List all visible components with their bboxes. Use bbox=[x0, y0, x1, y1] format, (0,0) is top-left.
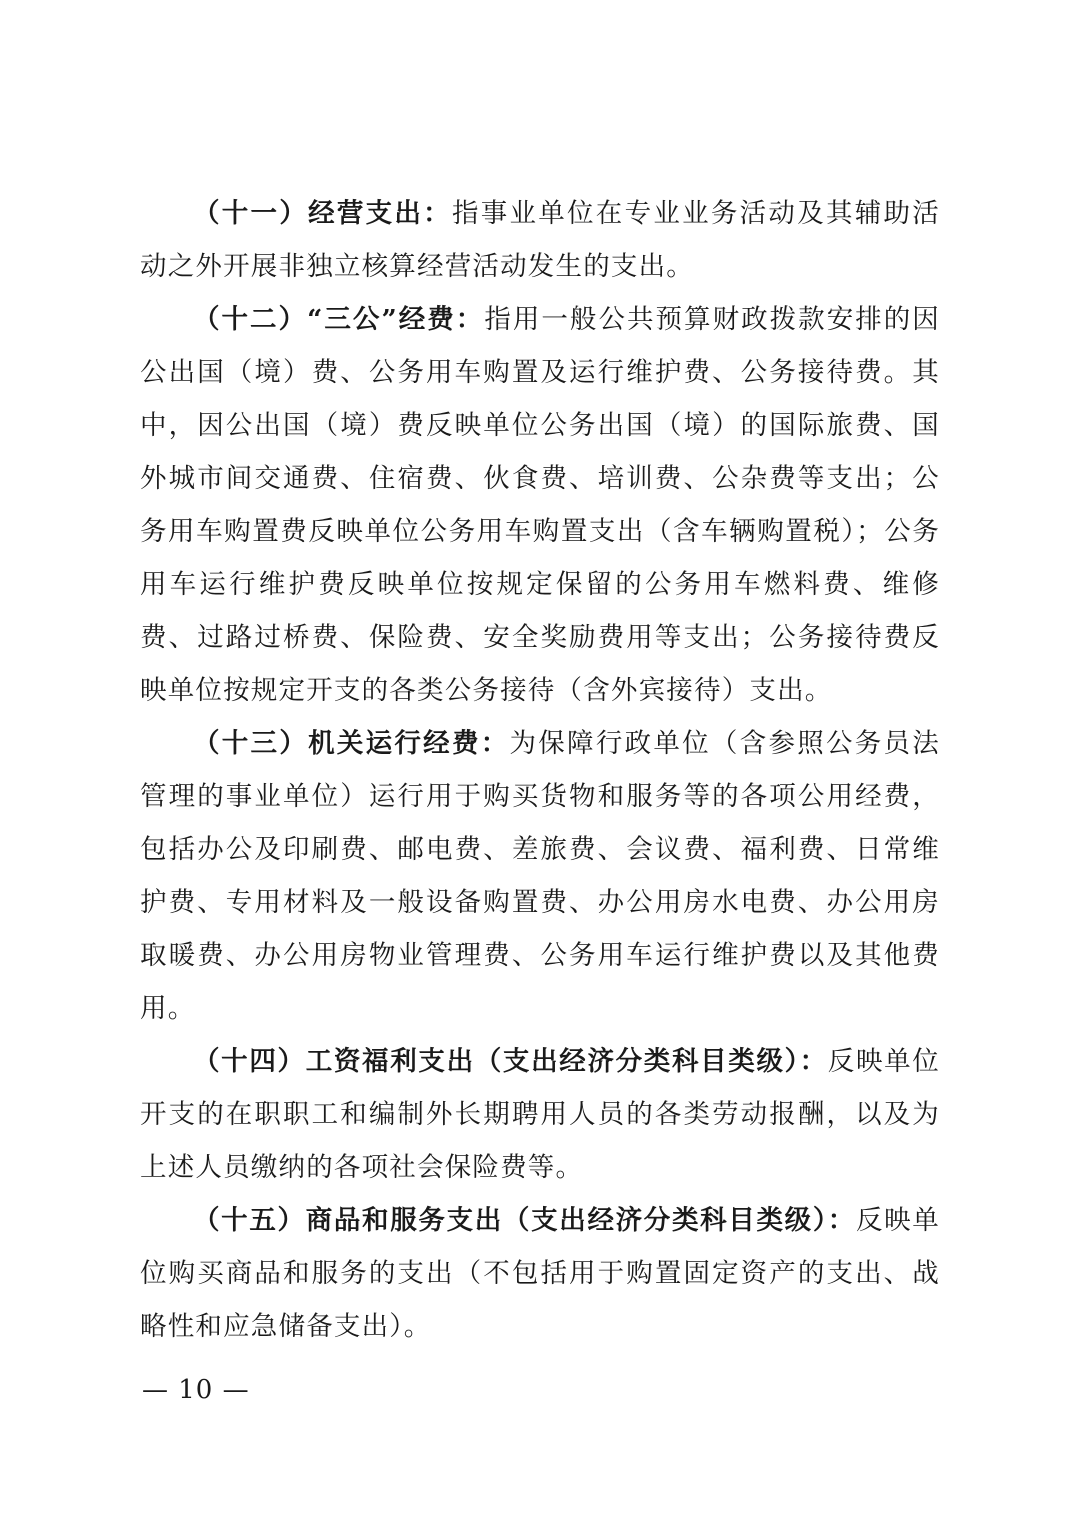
paragraph-term: （十一）经营支出： bbox=[193, 198, 452, 229]
paragraph-operating-expenditure bbox=[140, 187, 940, 293]
paragraph-text: 反映单位开支的在职职工和编制外长期聘用人员的各类劳动报酬，以及为上述人员缴纳的各项社会保险费等。 bbox=[140, 1046, 940, 1183]
paragraph-text: 为保障行政单位（含参照公务员法管理的事业单位）运行用于购买货物和服务等的各项公用经费，包括办公及印刷费、邮电费、差旅费、会议费、福利费、日常维护费、专用材料及一般设备购置费、办公用房水电费、办公用房取暖费、办公用房物业管理费、公务用车运行维护费以及其他费用。 bbox=[140, 728, 941, 1024]
document-body bbox=[140, 187, 940, 1353]
paragraph-goods-services-expenditure bbox=[140, 1194, 940, 1353]
paragraph-term: （十四）工资福利支出（支出经济分类科目类级）： bbox=[193, 1046, 828, 1077]
page-number: — 10 — bbox=[142, 1375, 250, 1405]
paragraph-three-public-expenses bbox=[140, 293, 940, 717]
paragraph-text: 指事业单位在专业业务活动及其辅助活动之外开展非独立核算经营活动发生的支出。 bbox=[140, 198, 940, 282]
paragraph-term: （十三）机关运行经费： bbox=[193, 728, 510, 759]
paragraph-text: 指用一般公共预算财政拨款安排的因公出国（境）费、公务用车购置及运行维护费、公务接待费。其中，因公出国（境）费反映单位公务出国（境）的国际旅费、国外城市间交通费、住宿费、伙食费、培训费、公杂费等支出；公务用车购置费反映单位公务用车购置支出（含车辆购置税）；公务用车运行维护费反映单位按规定保留的公务用车燃料费、维修费、过路过桥费、保险费、安全奖励费用等支出；公务接待费反映单位按规定开支的各类公务接待（含外宾接待）支出。 bbox=[140, 304, 940, 706]
paragraph-agency-operating-costs bbox=[140, 717, 940, 1035]
paragraph-term: （十二）“三公”经费： bbox=[193, 304, 485, 335]
paragraph-wage-welfare-expenditure bbox=[140, 1035, 940, 1194]
paragraph-text: 反映单位购买商品和服务的支出（不包括用于购置固定资产的支出、战略性和应急储备支出）。 bbox=[140, 1205, 940, 1342]
paragraph-term: （十五）商品和服务支出（支出经济分类科目类级）： bbox=[193, 1205, 856, 1236]
